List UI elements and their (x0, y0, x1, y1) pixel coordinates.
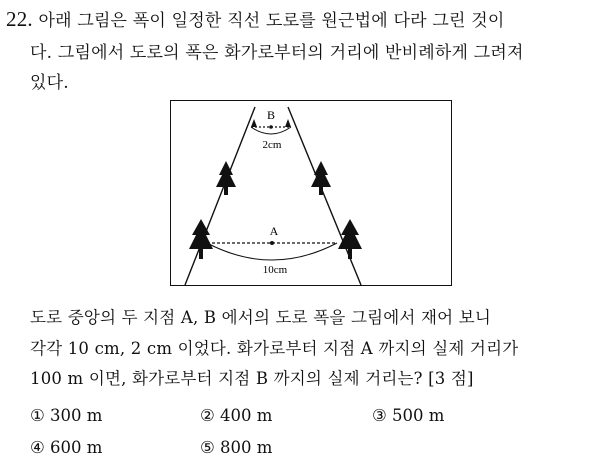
tree-icon (311, 161, 331, 195)
choice-4-mark: ④ (30, 438, 45, 457)
width-b-label: 2cm (262, 139, 282, 151)
choice-3[interactable] (372, 406, 444, 425)
point-a-label: A (269, 224, 279, 238)
question-number: 22. (6, 7, 33, 31)
question-text-2: 다. 그림에서 도로의 폭은 화가로부터의 거리에 반비례하게 그려져 (30, 43, 524, 63)
road-diagram (171, 101, 451, 285)
choice-5-mark: ⑤ (200, 438, 215, 457)
choice-1[interactable] (30, 406, 102, 425)
choice-4-text: 600 m (50, 438, 103, 457)
passage-line-2: 각각 10 cm, 2 cm 이었다. 화가로부터 지점 A 까지의 실제 거리가 (30, 339, 519, 358)
choice-2[interactable] (200, 406, 272, 425)
point-b-label: B (266, 108, 276, 122)
passage-line-1: 도로 중앙의 두 지점 A, B 에서의 도로 폭을 그림에서 재어 보니 (30, 308, 491, 327)
choice-5-text: 800 m (220, 438, 273, 457)
road-left-edge (185, 107, 255, 285)
choice-1-text: 300 m (50, 406, 103, 425)
choice-3-text: 500 m (392, 406, 445, 425)
choice-1-mark: ① (30, 406, 45, 425)
question-line-1 (6, 6, 504, 32)
point-b-dot (269, 125, 273, 129)
question-text-1: 아래 그림은 폭이 일정한 직선 도로를 원근법에 다라 그린 것이 (38, 11, 505, 31)
width-a-arc (207, 243, 337, 260)
choice-2-text: 400 m (220, 406, 273, 425)
passage-line-3: 100 m 이면, 화가로부터 지점 B 까지의 실제 거리는? [3 점] (30, 369, 474, 388)
choice-2-mark: ② (200, 406, 215, 425)
tree-icon (216, 161, 236, 195)
choice-3-mark: ③ (372, 406, 387, 425)
question-text-3: 있다. (30, 73, 69, 93)
point-a-dot (270, 241, 274, 245)
width-a-label: 10cm (262, 264, 288, 276)
choice-5[interactable] (200, 438, 272, 457)
tree-icon (189, 219, 213, 259)
perspective-road-figure (170, 100, 452, 286)
choice-4[interactable] (30, 438, 102, 457)
